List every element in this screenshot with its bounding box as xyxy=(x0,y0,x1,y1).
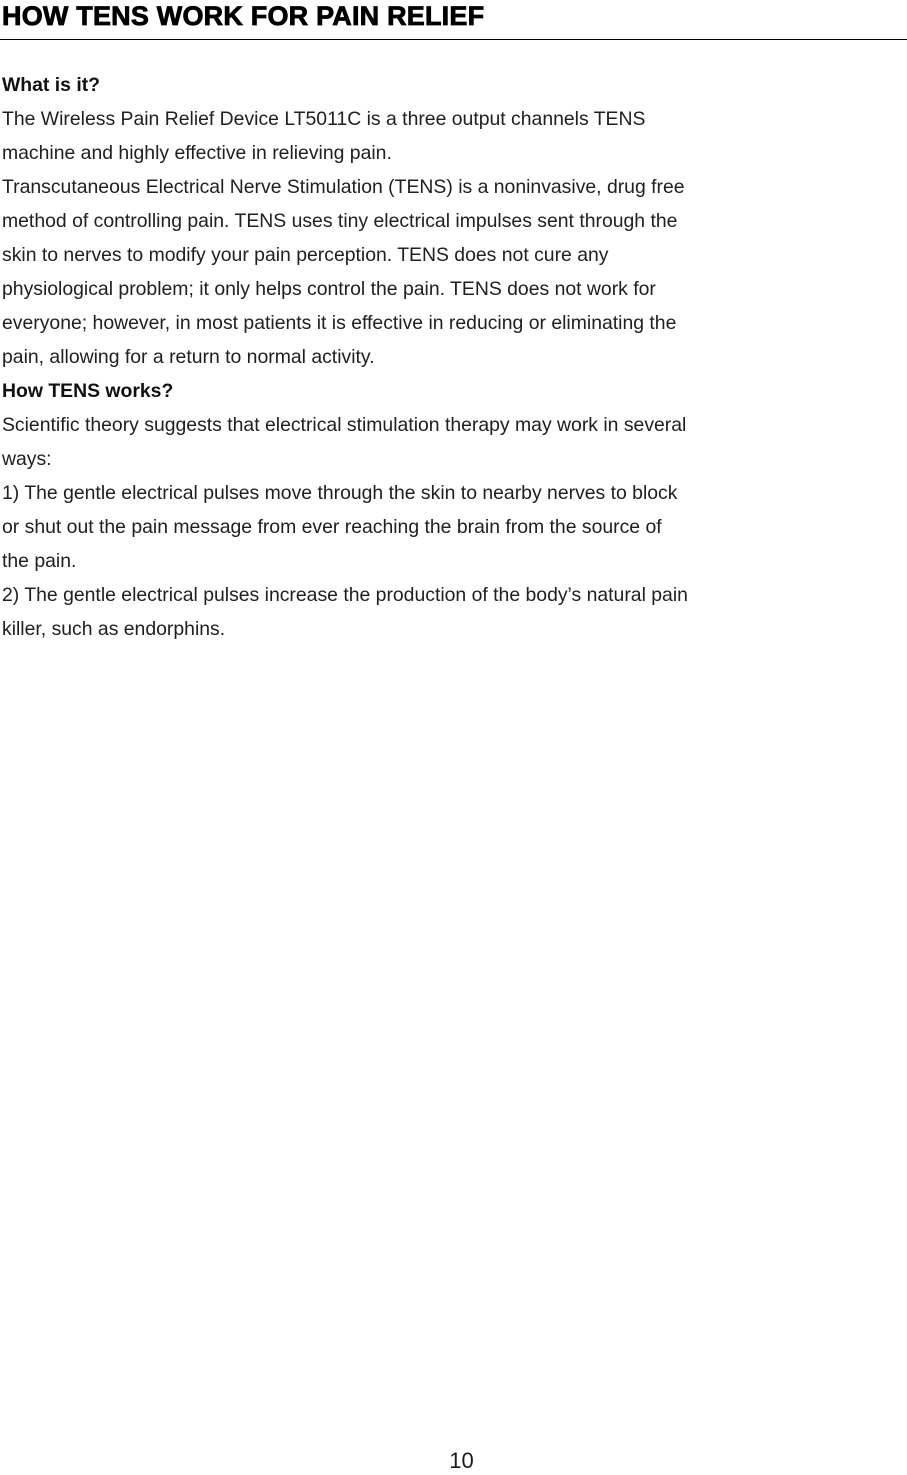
section-heading-what-is-it: What is it? xyxy=(2,74,101,96)
text-line: physiological problem; it only helps control the pain. TENS does not work for xyxy=(2,278,656,300)
text-line: the pain. xyxy=(2,550,77,572)
text-line: Transcutaneous Electrical Nerve Stimulation (TENS) is a noninvasive, drug free xyxy=(2,176,685,198)
text-line: killer, such as endorphins. xyxy=(2,618,226,640)
text-line: 2) The gentle electrical pulses increase the production of the body’s natural pain xyxy=(2,584,688,606)
paragraph-device-intro xyxy=(2,102,882,170)
section-how-tens-works xyxy=(2,374,882,646)
text-line: 1) The gentle electrical pulses move through the skin to nearby nerves to block xyxy=(2,482,678,504)
text-line: skin to nerves to modify your pain perception. TENS does not cure any xyxy=(2,244,609,266)
text-line: pain, allowing for a return to normal activity. xyxy=(2,346,375,368)
list-item-endorphins xyxy=(2,578,882,646)
text-line: ways: xyxy=(2,448,52,470)
section-what-is-it xyxy=(2,68,882,374)
paragraph-tens-definition xyxy=(2,170,882,374)
text-line: everyone; however, in most patients it is effective in reducing or eliminating the xyxy=(2,312,677,334)
text-line: or shut out the pain message from ever reaching the brain from the source of xyxy=(2,516,662,538)
text-line: The Wireless Pain Relief Device LT5011C is a three output channels TENS xyxy=(2,108,646,130)
text-line: method of controlling pain. TENS uses tiny electrical impulses sent through the xyxy=(2,210,678,232)
page-title: HOW TENS WORK FOR PAIN RELIEF xyxy=(2,1,485,31)
paragraph-theory xyxy=(2,408,882,476)
title-divider xyxy=(0,39,907,40)
list-item-gate-control xyxy=(2,476,882,578)
section-heading-how-tens-works: How TENS works? xyxy=(2,380,174,402)
page-content xyxy=(2,68,882,646)
text-line: Scientific theory suggests that electrical stimulation therapy may work in several xyxy=(2,414,687,436)
page-number: 10 xyxy=(449,1448,474,1473)
text-line: machine and highly effective in relieving pain. xyxy=(2,142,392,164)
